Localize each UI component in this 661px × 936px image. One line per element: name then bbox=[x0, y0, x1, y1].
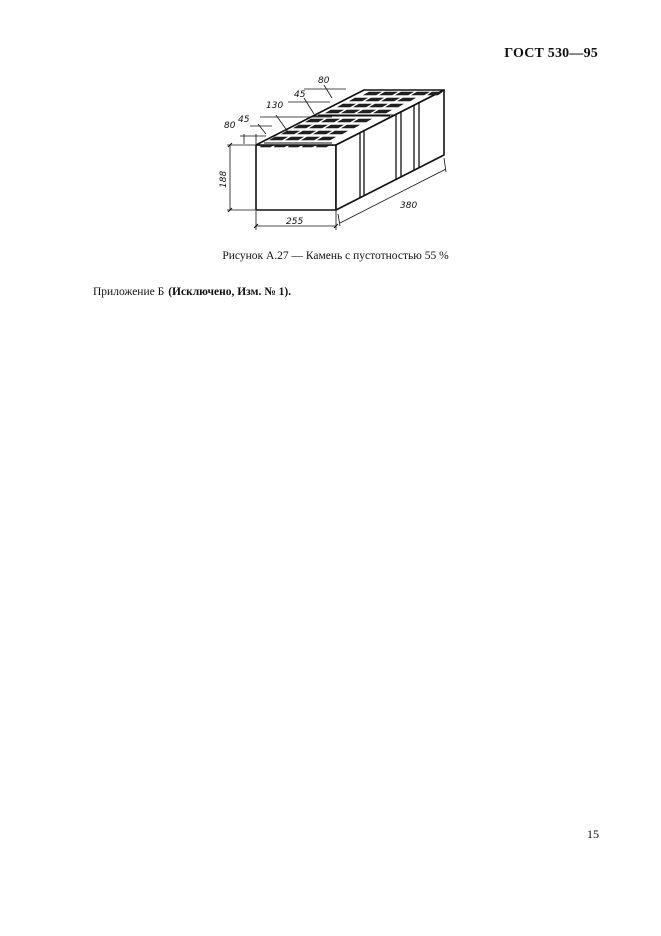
appendix-note: (Исключено, Изм. № 1). bbox=[168, 286, 292, 298]
dim-label-80-left: 80 bbox=[224, 121, 236, 131]
dim-label-45-top: 45 bbox=[294, 90, 306, 100]
dim-label-130: 130 bbox=[266, 101, 284, 111]
page-number: 15 bbox=[587, 827, 599, 841]
dim-label-45-left: 45 bbox=[238, 115, 250, 125]
appendix-line bbox=[93, 286, 291, 298]
figure-caption: Рисунок А.27 — Камень с пустотностью 55 % bbox=[222, 250, 449, 262]
dim-label-length: 380 bbox=[400, 201, 418, 211]
block-outline bbox=[256, 90, 444, 210]
dim-label-width: 255 bbox=[286, 217, 304, 227]
brick-drawing-svg bbox=[200, 68, 460, 244]
dim-label-80-top: 80 bbox=[318, 76, 330, 86]
brick-drawing bbox=[200, 68, 460, 244]
appendix-label: Приложение Б bbox=[93, 286, 165, 298]
dim-label-height: 188 bbox=[219, 170, 229, 188]
standard-code: ГОСТ 530—95 bbox=[504, 46, 598, 61]
